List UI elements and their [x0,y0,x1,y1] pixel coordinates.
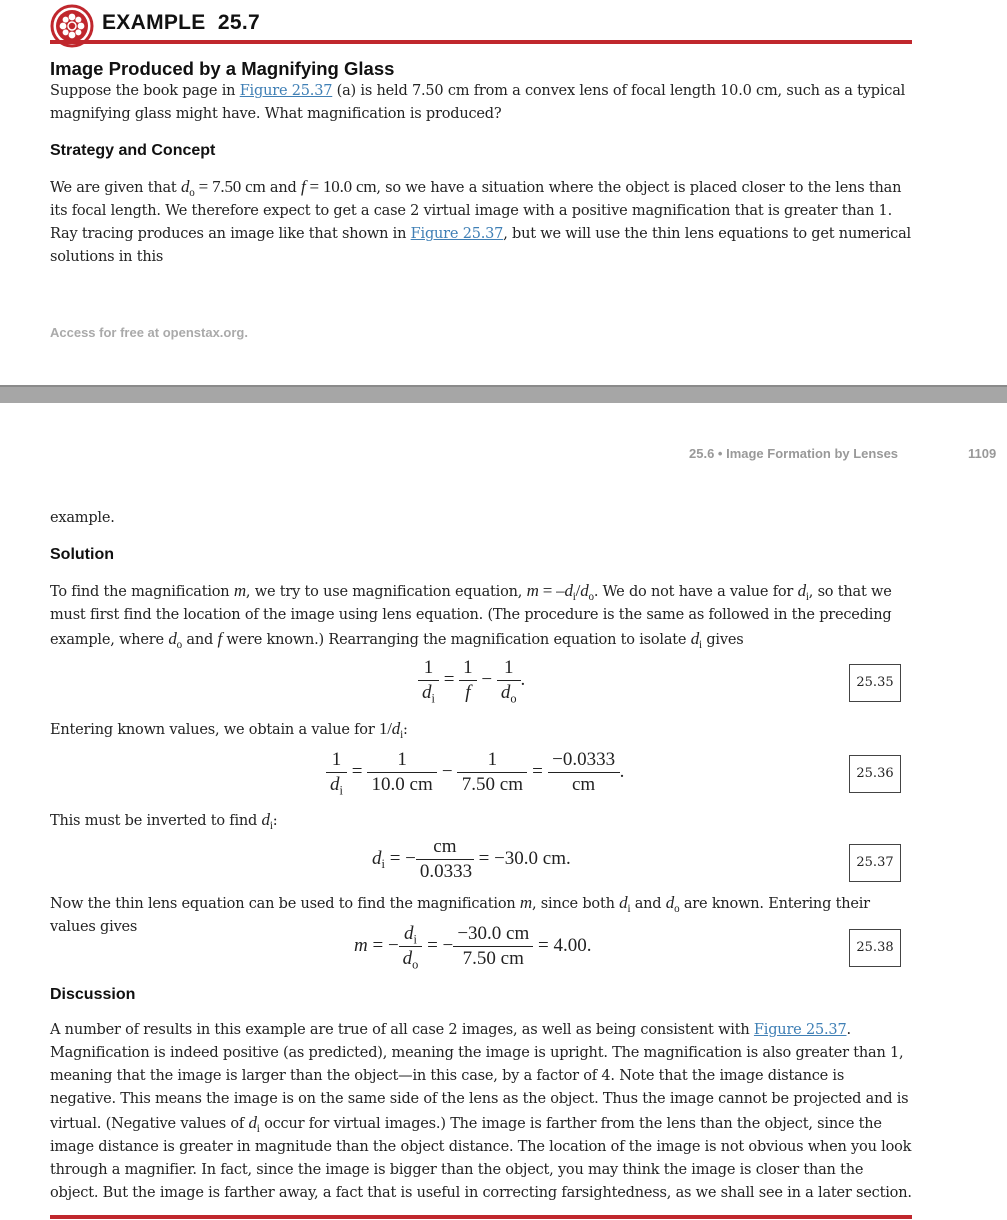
example-label: EXAMPLE 25.7 [102,11,260,34]
example-title: Image Produced by a Magnifying Glass [50,58,395,79]
equation-25-38: m = − $\frac{d_i}{d_o}$ = − $\frac{-30.0 cm}{7.50 cm}$ = 4.00. [354,923,592,972]
page-divider [0,385,1007,403]
equation-number: 25.36 [849,755,901,793]
equation-number: 25.35 [849,664,901,702]
figure-link[interactable]: Figure 25.37 [753,1022,847,1038]
invert-text: This must be inverted to find $d_i$: [50,810,278,832]
equation-25-37: $d_i$ = − $\frac{cm}{0.0333}$ = −30.0 cm. [372,836,571,882]
running-header: 25.6 • Image Formation by Lenses [689,446,899,461]
strategy-paragraph: We are given that $d_o = 7.50$ cm and f = 10.0 cm, so we have a situation where the object is placed closer to the lens than its focal length. We therefore expect to get a case 2 virtual image with a positive magnification that is greater than 1. Ray tracing produces an image like that shown in Figure 25.37, but we will use the thin lens equations to get numerical solutions in this [50,177,911,265]
discussion-paragraph: A number of results in this example are true of all case 2 images, as well as being consistent with Figure 25.37. Magnification is indeed positive (as predicted), meaning the image is upright. The magnification is also greater than 1, meaning that the image is larger than the object—in this case, by a factor of 4. Note that the image distance is negative. This means the image is on the same side of the lens as the object. Thus the image cannot be projected and is virtual. (Negative values of $d_i$ occur for virtual images.) The image is farther from the lens than the object, since the image distance is greater in magnitude than the object distance. The location of the image is not obvious when you look through a magnifier. In fact, since the image is bigger than the object, you may think the image is closer than the object. But the image is farther away, a fact that is useful in correcting farsightedness, as we shall see in a later section. [50,1022,912,1201]
continuation-text: example. [50,510,115,526]
equation-25-35: $\frac{1}{d_i}$ = $\frac{1}{f}$ − $\frac{1}{d_o}$ . [418,656,525,705]
equation-number: 25.38 [849,929,901,967]
discussion-heading: Discussion [50,986,136,1003]
access-footer: Access for free at openstax.org. [50,325,248,340]
footer-rule [50,1215,912,1219]
thin-lens-text: Now the thin lens equation can be used to find the magnification m, since both $d_i$ and $d_o$ are known. Entering their values gives [50,893,870,935]
intro-paragraph: Suppose the book page in Figure 25.37 (a) is held 7.50 cm from a convex lens of focal length 10.0 cm, such as a typical magnifying glass might have. What magnification is produced? [50,83,906,122]
equation-number: 25.37 [849,844,901,882]
header-rule [50,40,912,44]
figure-link[interactable]: Figure 25.37 [239,83,333,99]
figure-link[interactable]: Figure 25.37 [410,226,504,242]
page-number: 1109 [968,446,997,461]
strategy-heading: Strategy and Concept [50,142,216,159]
solution-paragraph: To find the magnification m, we try to use magnification equation, $m = -d_i/d_o$. We do not have a value for $d_i$, so that we must first find the location of the image using lens equation. (The procedure is the same as followed in the preceding example, where $d_o$ and f were known.) Rearranging the magnification equation to isolate $d_i$ gives [50,581,892,651]
equation-25-36: $\frac{1}{d_i}$ = $\frac{1}{10.0 cm}$ − $\frac{1}{7.50 cm}$ = $\frac{-0.0333}{cm}$ . [326,748,624,797]
solution-heading: Solution [50,546,114,563]
entering-values-text: Entering known values, we obtain a value for $1/d_i$: [50,719,408,741]
